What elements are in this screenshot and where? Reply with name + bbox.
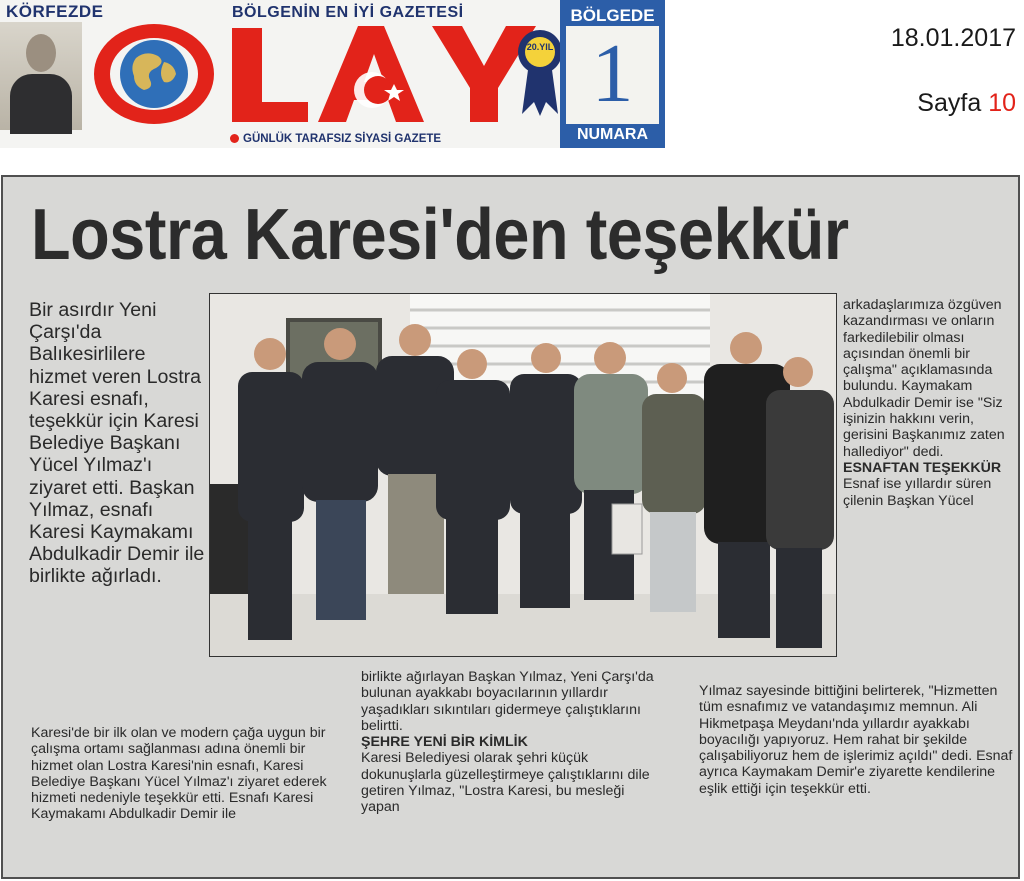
bolgede-box — [560, 0, 665, 148]
region-label: KÖRFEZDE — [6, 2, 104, 21]
bolgede-number: 1 — [591, 27, 634, 120]
article-column-left: Karesi'de bir ilk olan ve modern çağa uygun bir çalışma ortamı sağlanması adına önemli bir hizmet olan Lostra Karesi'nin esnafı, Karesi Belediye Başkanı Yücel Yılmaz'ı ziyaret ederek hizmeti nedeniyle teşekkür etti. Esnafı Karesi Kaymakamı Abdulkadir Demir ile — [31, 725, 327, 823]
article-column-middle: birlikte ağırlayan Başkan Yılmaz, Yeni Çarşı'da bulunan ayakkabı boyacılarının yıllardır yaşadıkları sıkıntıları gidermeye çalıştıklarını belirtti. ŞEHRE YENİ BİR KİMLİK Karesi Belediyesi olarak şehri küçük dokunuşlarla güzelleştirmeye çalıştıklarını dile getiren Yılmaz, "Lostra Karesi, bu mesleği yapan — [361, 669, 661, 816]
issue-date: 18.01.2017 — [890, 24, 1016, 52]
article-column-right-bottom: Yılmaz sayesinde bittiğini belirterek, "Hizmetten tüm esnafımız ve vatandaşımız memnun. Ali Hikmetpaşa Meydanı'nda yıllardır ayakkabı boyacılığı yapıyoruz. Hem rahat bir şekilde çalışabiliyoruz hem de işlerimiz açıldı" dedi. Esnaf ayrıca Kaymakam Demir'e ziyarette kendilerine eşlik ettiği için teşekkür etti. — [699, 683, 1013, 797]
subheading-sehre: ŞEHRE YENİ BİR KİMLİK — [361, 734, 528, 751]
article-headline: Lostra Karesi'den teşekkür — [31, 195, 849, 275]
globe-icon — [120, 40, 188, 108]
anniversary-badge: 20.YIL — [526, 42, 554, 52]
masthead — [0, 0, 665, 148]
portrait-photo — [0, 22, 82, 130]
subheading-esnaftan: ESNAFTAN TEŞEKKÜR — [843, 459, 1002, 476]
bolgede-label: BÖLGEDE — [570, 6, 655, 25]
olay-logo — [84, 18, 564, 130]
page-indicator: Sayfa 10 — [917, 89, 1016, 117]
article-column-right-top: arkadaşlarımıza özgüven kazandırması ve onların farkedilebilir olması açısından önemli bir çalışma" açıklamasında bulundu. Kaymakam Abdulkadir Demir ise "Siz işinizin hakkını verin, gerisini Başkanımız zaten hallediyor" dedi. ESNAFTAN TEŞEKKÜR Esnaf ise yıllardır süren çilenin Başkan Yücel — [843, 297, 1015, 509]
numara-label: NUMARA — [576, 126, 649, 143]
page-number: 10 — [988, 89, 1016, 117]
bullet-icon — [230, 134, 239, 143]
group-photo — [209, 293, 837, 657]
masthead-subline: GÜNLÜK TARAFSIZ SİYASİ GAZETE — [230, 133, 441, 145]
article-lead: Bir asırdır Yeni Çarşı'da Balıkesirlilere hizmet veren Lostra Karesi esnafı, teşekkür için Karesi Belediye Başkanı Yücel Yılmaz'ı ziyaret etti. Başkan Yılmaz, esnafı Karesi Kaymakamı Abdulkadir Demir ile birlikte ağırladı. — [29, 299, 205, 588]
article-clipping — [1, 175, 1020, 879]
masthead-tagline: BÖLGENİN EN İYİ GAZETESİ — [232, 4, 464, 21]
